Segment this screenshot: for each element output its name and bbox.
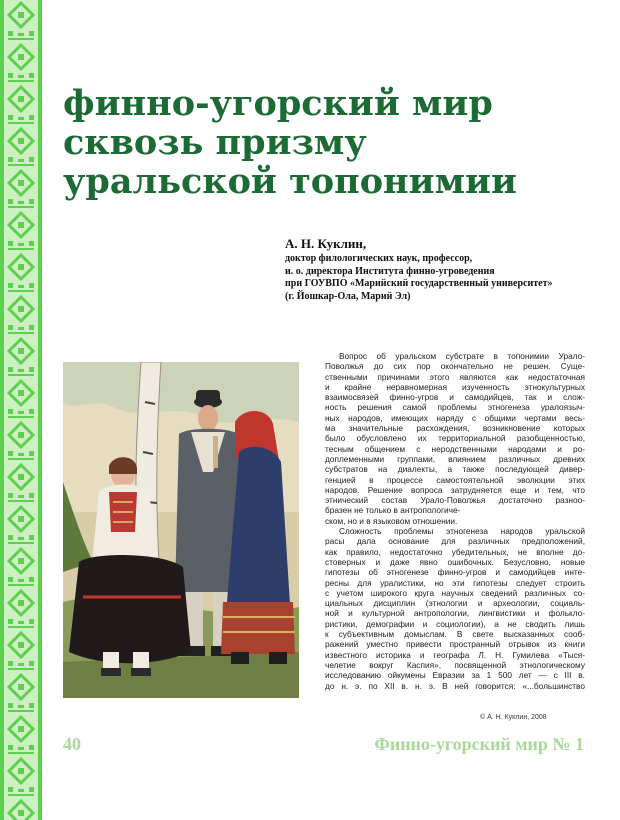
body-line: до н. э. по XII в. н. э. В ней говорится: «...большинство <box>325 680 585 691</box>
author-location: (г. Йошкар-Ола, Марий Эл) <box>285 290 411 302</box>
body-line: с учетом широкого круга научных сведений различных со- <box>325 587 585 598</box>
author-block <box>285 236 605 303</box>
body-line: доплеменными группами, влиянием различных древних <box>325 453 585 464</box>
body-line: субстратов на диалекты, а также последующей дивер- <box>325 464 585 475</box>
body-line: Сложность проблемы этногенеза народов уральской <box>339 526 585 537</box>
title-line: сквозь призму <box>63 122 367 163</box>
decorative-border-ornament <box>0 0 42 820</box>
body-line: ственными причинами этого являются как недостаточная <box>325 371 585 382</box>
body-line: ма значительные расхождения, возникновение которых <box>325 423 585 434</box>
body-line: народов. Решение вопроса затрудняется еще и тем, что <box>325 484 585 495</box>
body-line: челетие вокруг Каспия», посвященной этнологическому <box>325 659 585 670</box>
body-line: циальных дисциплин (этнологии и археологии, социаль- <box>325 598 585 609</box>
body-line: этнический состав Урало-Поволжья достаточно разноо- <box>325 495 585 506</box>
body-line: генцией в процессе самостоятельной эволюции этих <box>325 474 585 485</box>
body-line: к субъективным домыслам. В свете высказанных сооб- <box>325 629 585 640</box>
body-line: известного историка и географа Л. Н. Гумилева «Тыся- <box>325 649 585 660</box>
body-line: расы дала основание для различных предположений, <box>325 536 585 547</box>
body-line: и крайне неравномерная изученность этнокультурных <box>325 381 585 392</box>
body-line: ность решения самой проблемы этногенеза уралоязыч- <box>325 402 585 413</box>
body-line: Поволжья до сих пор окончательно не решен. Суще- <box>325 361 585 372</box>
author-credential: при ГОУВПО «Марийский государственный университет» <box>285 278 553 289</box>
title-line: уральской топонимии <box>63 161 517 202</box>
folk-costume-painting <box>63 362 299 698</box>
author-credential: и. о. директора Института финно-угроведения <box>285 265 495 277</box>
body-line: ных народов, имеющих наряду с общими чертами весь- <box>325 412 585 423</box>
body-line: взаимосвязей финно-угров и самодийцев, так и слож- <box>325 392 585 403</box>
body-line: гипотезы об этногенезе финно-угров и самодийцев инте- <box>325 567 585 578</box>
body-line: исследованию ойкумены Евразии за 1 500 лет — с III в. <box>325 670 585 681</box>
copyright-notice: © А. Н. Куклин, 2008 <box>480 714 547 721</box>
body-line: ресны для уралистики, но эти гипотезы следует строить <box>325 577 585 588</box>
author-name: А. Н. Куклин, <box>285 236 367 251</box>
body-line: стоверных и даже явно ошибочных. Безусловно, новые <box>325 556 585 567</box>
body-line: тесным общением с неродственными народами и ро- <box>325 443 585 454</box>
magazine-title-footer: Финно-угорский мир № 1 <box>374 734 584 754</box>
body-line: бразен не только в антропологиче- <box>325 505 461 516</box>
article-title <box>63 84 583 201</box>
body-line: ристики, демографии и социологии), а не сводить лишь <box>325 618 585 629</box>
body-line: ражений уместно привести пространный отрывок из книги <box>325 639 585 650</box>
body-line: Вопрос об уральском субстрате в топонимии Урало- <box>339 351 585 361</box>
body-line: как правило, недостаточно убедительных, не вполне до- <box>325 546 585 557</box>
page-number: 40 <box>63 734 81 754</box>
author-credential: доктор филологических наук, профессор, <box>285 253 473 264</box>
body-line: ной и культурной антропологии, лингвистики и фольклo- <box>325 608 585 619</box>
body-line: ском, но и в языковом отношении. <box>325 515 458 526</box>
title-line: финно-угорский мир <box>63 83 493 124</box>
article-body <box>325 351 585 691</box>
body-line: было обусловлено их территориальной разобщенностью, <box>325 433 585 444</box>
